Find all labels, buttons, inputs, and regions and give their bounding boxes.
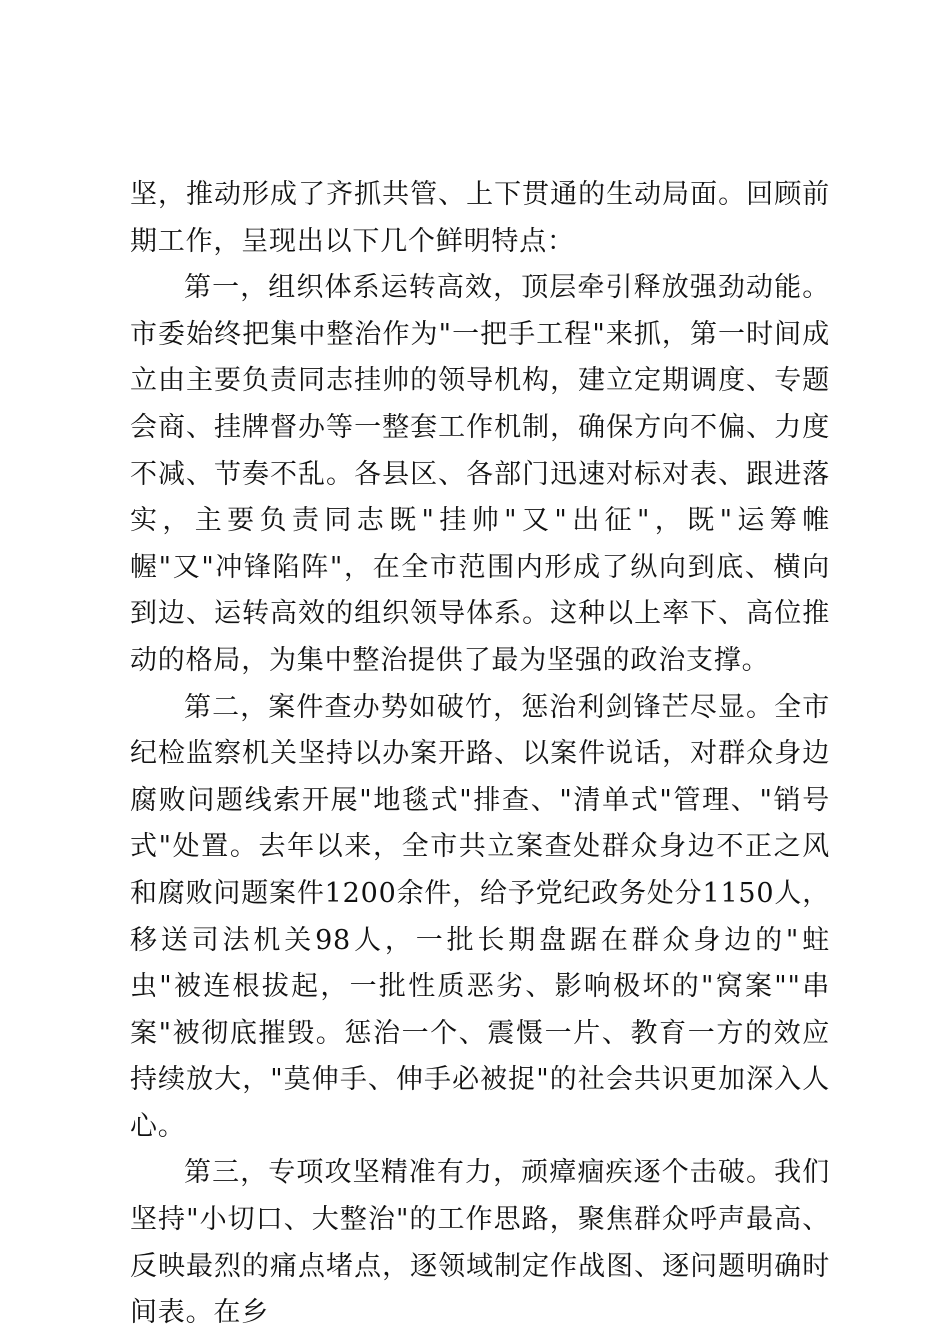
paragraph-third-point: 第三，专项攻坚精准有力，顽瘴痼疾逐个击破。我们坚持"小切口、大整治"的工作思路，聚焦群众呼声最高、反映最烈的痛点堵点，逐领域制定作战图、逐问题明确时间表。在乡 xyxy=(130,1157,830,1329)
document-body xyxy=(130,172,830,1337)
paragraph-continuation: 坚，推动形成了齐抓共管、上下贯通的生动局面。回顾前期工作，呈现出以下几个鲜明特点： xyxy=(130,179,830,257)
paragraph-first-point: 第一，组织体系运转高效，顶层牵引释放强劲动能。市委始终把集中整治作为"一把手工程"来抓，第一时间成立由主要负责同志挂帅的领导机构，建立定期调度、专题会商、挂牌督办等一整套工作机制，确保方向不偏、力度不减、节奏不乱。各县区、各部门迅速对标对表、跟进落实，主要负责同志既"挂帅"又"出征"，既"运筹帷幄"又"冲锋陷阵"，在全市范围内形成了纵向到底、横向到边、运转高效的组织领导体系。这种以上率下、高位推动的格局，为集中整治提供了最为坚强的政治支撑。 xyxy=(130,272,830,676)
paragraph-second-point: 第二，案件查办势如破竹，惩治利剑锋芒尽显。全市纪检监察机关坚持以办案开路、以案件说话，对群众身边腐败问题线索开展"地毯式"排查、"清单式"管理、"销号式"处置。去年以来，全市共立案查处群众身边不正之风和腐败问题案件1200余件，给予党纪政务处分1150人，移送司法机关98人，一批长期盘踞在群众身边的"蛀虫"被连根拔起，一批性质恶劣、影响极坏的"窝案""串案"被彻底摧毁。惩治一个、震慑一片、教育一方的效应持续放大，"莫伸手、伸手必被捉"的社会共识更加深入人心。 xyxy=(130,691,830,1142)
